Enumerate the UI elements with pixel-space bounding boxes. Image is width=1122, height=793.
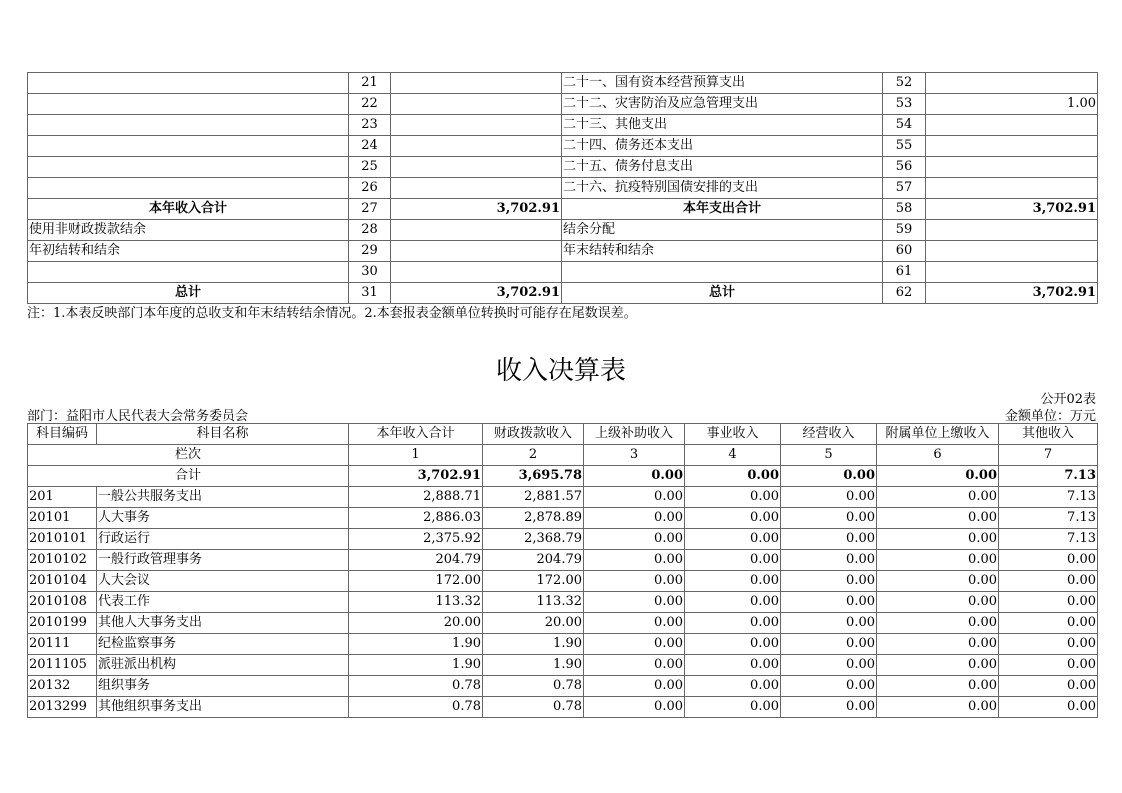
- amount-cell: 1.90: [349, 634, 483, 655]
- column-number: 7: [999, 445, 1098, 466]
- expense-amount: [926, 73, 1098, 94]
- amount-cell: 0.00: [781, 676, 877, 697]
- expense-row-number: 56: [883, 157, 926, 178]
- income-row-number: 22: [349, 94, 391, 115]
- amount-cell: 0.00: [685, 508, 781, 529]
- expense-item: 二十四、债务还本支出: [562, 136, 883, 157]
- amount-cell: 0.78: [349, 697, 483, 718]
- amount-cell: 0.00: [584, 697, 685, 718]
- income-amount: [391, 220, 562, 241]
- amount-cell: 0.00: [877, 592, 999, 613]
- subject-code: 2011105: [28, 655, 97, 676]
- income-item: [28, 178, 349, 199]
- amount-cell: 2,368.79: [483, 529, 584, 550]
- expense-amount: [926, 136, 1098, 157]
- income-amount: [391, 241, 562, 262]
- expense-row-number: 59: [883, 220, 926, 241]
- income-statement-table: [27, 423, 1098, 718]
- total-row: [28, 466, 1098, 487]
- table-row: [28, 676, 1098, 697]
- income-row-number: 23: [349, 115, 391, 136]
- table-note: 注：1.本表反映部门本年度的总收支和年末结转结余情况。2.本套报表金额单位转换时可能存在尾数误差。: [27, 306, 637, 321]
- amount-cell: 0.00: [781, 634, 877, 655]
- expense-amount: [926, 178, 1098, 199]
- header-cell: 事业收入: [685, 424, 781, 445]
- subject-code: 201: [28, 487, 97, 508]
- subject-code: 2010199: [28, 613, 97, 634]
- table-row: [28, 178, 1098, 199]
- expense-amount: 1.00: [926, 94, 1098, 115]
- amount-cell: 0.00: [999, 613, 1098, 634]
- subject-name: 纪检监察事务: [97, 634, 349, 655]
- income-amount: [391, 262, 562, 283]
- subject-name: 一般公共服务支出: [97, 487, 349, 508]
- income-amount: [391, 157, 562, 178]
- page-title: 收入决算表: [495, 356, 626, 386]
- column-number-label: 栏次: [28, 445, 349, 466]
- expense-item: 年末结转和结余: [562, 241, 883, 262]
- amount-cell: 0.00: [584, 571, 685, 592]
- amount-cell: 0.00: [781, 697, 877, 718]
- expense-item: 二十一、国有资本经营预算支出: [562, 73, 883, 94]
- amount-cell: 0.00: [781, 613, 877, 634]
- total-value: 7.13: [999, 466, 1098, 487]
- amount-cell: 113.32: [349, 592, 483, 613]
- subject-code: 2010108: [28, 592, 97, 613]
- income-item: 年初结转和结余: [28, 241, 349, 262]
- amount-cell: 0.00: [584, 508, 685, 529]
- expense-row-number: 52: [883, 73, 926, 94]
- subject-name: 其他组织事务支出: [97, 697, 349, 718]
- subject-name: 人大会议: [97, 571, 349, 592]
- amount-cell: 0.00: [999, 571, 1098, 592]
- amount-cell: 0.00: [781, 655, 877, 676]
- expense-item: 结余分配: [562, 220, 883, 241]
- expense-item: 二十六、抗疫特别国债安排的支出: [562, 178, 883, 199]
- total-value: 0.00: [877, 466, 999, 487]
- table-row: [28, 508, 1098, 529]
- amount-cell: 0.00: [685, 487, 781, 508]
- amount-cell: 0.00: [877, 655, 999, 676]
- amount-cell: 2,375.92: [349, 529, 483, 550]
- amount-cell: 0.00: [999, 655, 1098, 676]
- header-row: [28, 424, 1098, 445]
- total-value: 0.00: [781, 466, 877, 487]
- amount-cell: 0.00: [781, 508, 877, 529]
- amount-cell: 0.00: [584, 613, 685, 634]
- header-cell: 科目编码: [28, 424, 97, 445]
- amount-cell: 0.00: [685, 613, 781, 634]
- amount-cell: 0.00: [877, 487, 999, 508]
- income-amount: [391, 136, 562, 157]
- subject-name: 一般行政管理事务: [97, 550, 349, 571]
- income-item: 使用非财政拨款结余: [28, 220, 349, 241]
- amount-cell: 2,881.57: [483, 487, 584, 508]
- amount-cell: 0.78: [483, 697, 584, 718]
- header-cell: 科目名称: [97, 424, 349, 445]
- income-row-number: 25: [349, 157, 391, 178]
- subject-name: 其他人大事务支出: [97, 613, 349, 634]
- expense-row-number: 58: [883, 199, 926, 220]
- amount-cell: 7.13: [999, 487, 1098, 508]
- income-row-number: 24: [349, 136, 391, 157]
- amount-cell: 0.00: [877, 676, 999, 697]
- expense-item: 二十五、债务付息支出: [562, 157, 883, 178]
- income-amount: [391, 94, 562, 115]
- amount-cell: 0.00: [877, 634, 999, 655]
- income-item: [28, 136, 349, 157]
- amount-cell: 20.00: [483, 613, 584, 634]
- subject-name: 行政运行: [97, 529, 349, 550]
- column-number: 6: [877, 445, 999, 466]
- expense-amount: [926, 241, 1098, 262]
- total-value: 3,695.78: [483, 466, 584, 487]
- amount-cell: 0.00: [685, 655, 781, 676]
- expense-amount: 3,702.91: [926, 283, 1098, 304]
- income-item: [28, 115, 349, 136]
- income-expense-summary-table: [27, 72, 1098, 304]
- amount-cell: 0.00: [877, 613, 999, 634]
- expense-amount: [926, 157, 1098, 178]
- column-number-row: [28, 445, 1098, 466]
- income-amount: 3,702.91: [391, 283, 562, 304]
- expense-row-number: 62: [883, 283, 926, 304]
- expense-item: 本年支出合计: [562, 199, 883, 220]
- subject-code: 20132: [28, 676, 97, 697]
- amount-cell: 0.00: [877, 697, 999, 718]
- table-row: [28, 94, 1098, 115]
- amount-cell: 20.00: [349, 613, 483, 634]
- column-number: 4: [685, 445, 781, 466]
- amount-cell: 0.00: [584, 550, 685, 571]
- table-row: [28, 592, 1098, 613]
- expense-row-number: 53: [883, 94, 926, 115]
- amount-cell: 0.00: [584, 487, 685, 508]
- amount-unit-label: 金额单位：万元: [1004, 409, 1096, 424]
- amount-cell: 2,886.03: [349, 508, 483, 529]
- header-cell: 上级补助收入: [584, 424, 685, 445]
- table-row: [28, 199, 1098, 220]
- amount-cell: 0.00: [781, 529, 877, 550]
- amount-cell: 172.00: [349, 571, 483, 592]
- column-number: 1: [349, 445, 483, 466]
- table-code: 公开02表: [1040, 392, 1096, 407]
- table-row: [28, 262, 1098, 283]
- subject-code: 2010102: [28, 550, 97, 571]
- subject-name: 代表工作: [97, 592, 349, 613]
- subject-name: 派驻派出机构: [97, 655, 349, 676]
- subject-code: 2013299: [28, 697, 97, 718]
- amount-cell: 0.00: [584, 529, 685, 550]
- table-row: [28, 220, 1098, 241]
- amount-cell: 1.90: [483, 634, 584, 655]
- expense-amount: [926, 220, 1098, 241]
- income-item: 总计: [28, 283, 349, 304]
- header-cell: 本年收入合计: [349, 424, 483, 445]
- amount-cell: 0.00: [685, 550, 781, 571]
- amount-cell: 0.00: [781, 487, 877, 508]
- table-row: [28, 115, 1098, 136]
- expense-amount: 3,702.91: [926, 199, 1098, 220]
- amount-cell: 0.00: [999, 697, 1098, 718]
- subject-code: 2010101: [28, 529, 97, 550]
- header-cell: 附属单位上缴收入: [877, 424, 999, 445]
- income-row-number: 28: [349, 220, 391, 241]
- total-value: 3,702.91: [349, 466, 483, 487]
- income-amount: 3,702.91: [391, 199, 562, 220]
- expense-amount: [926, 115, 1098, 136]
- amount-cell: 0.00: [999, 676, 1098, 697]
- expense-item: 二十二、灾害防治及应急管理支出: [562, 94, 883, 115]
- amount-cell: 204.79: [483, 550, 584, 571]
- table-row: [28, 241, 1098, 262]
- income-amount: [391, 178, 562, 199]
- subject-name: 人大事务: [97, 508, 349, 529]
- subject-code: 2010104: [28, 571, 97, 592]
- table-row: [28, 136, 1098, 157]
- amount-cell: 0.00: [685, 697, 781, 718]
- amount-cell: 1.90: [483, 655, 584, 676]
- subject-code: 20111: [28, 634, 97, 655]
- expense-item: 二十三、其他支出: [562, 115, 883, 136]
- table-row: [28, 613, 1098, 634]
- column-number: 2: [483, 445, 584, 466]
- table-row: [28, 283, 1098, 304]
- income-item: [28, 94, 349, 115]
- amount-cell: 0.00: [685, 592, 781, 613]
- subject-name: 组织事务: [97, 676, 349, 697]
- amount-cell: 0.78: [349, 676, 483, 697]
- table-row: [28, 634, 1098, 655]
- amount-cell: 0.00: [685, 529, 781, 550]
- amount-cell: 204.79: [349, 550, 483, 571]
- income-row-number: 27: [349, 199, 391, 220]
- amount-cell: 0.00: [685, 634, 781, 655]
- amount-cell: 0.00: [685, 676, 781, 697]
- amount-cell: 0.00: [685, 571, 781, 592]
- amount-cell: 7.13: [999, 508, 1098, 529]
- amount-cell: 0.00: [999, 550, 1098, 571]
- amount-cell: 1.90: [349, 655, 483, 676]
- amount-cell: 0.00: [999, 634, 1098, 655]
- table-row: [28, 550, 1098, 571]
- total-label: 合计: [28, 466, 349, 487]
- amount-cell: 113.32: [483, 592, 584, 613]
- total-value: 0.00: [584, 466, 685, 487]
- column-number: 3: [584, 445, 685, 466]
- income-item: [28, 73, 349, 94]
- amount-cell: 0.00: [877, 508, 999, 529]
- amount-cell: 2,878.89: [483, 508, 584, 529]
- expense-item: 总计: [562, 283, 883, 304]
- amount-cell: 0.00: [877, 550, 999, 571]
- column-number: 5: [781, 445, 877, 466]
- income-row-number: 31: [349, 283, 391, 304]
- table-row: [28, 529, 1098, 550]
- amount-cell: 0.00: [584, 634, 685, 655]
- amount-cell: 7.13: [999, 529, 1098, 550]
- amount-cell: 0.00: [781, 571, 877, 592]
- table-row: [28, 157, 1098, 178]
- income-item: [28, 157, 349, 178]
- amount-cell: 2,888.71: [349, 487, 483, 508]
- expense-item: [562, 262, 883, 283]
- table-row: [28, 487, 1098, 508]
- total-value: 0.00: [685, 466, 781, 487]
- expense-row-number: 57: [883, 178, 926, 199]
- amount-cell: 0.00: [877, 529, 999, 550]
- table-row: [28, 655, 1098, 676]
- income-item: [28, 262, 349, 283]
- expense-row-number: 61: [883, 262, 926, 283]
- amount-cell: 0.78: [483, 676, 584, 697]
- amount-cell: 0.00: [877, 571, 999, 592]
- amount-cell: 0.00: [584, 655, 685, 676]
- header-cell: 经营收入: [781, 424, 877, 445]
- expense-row-number: 54: [883, 115, 926, 136]
- amount-cell: 172.00: [483, 571, 584, 592]
- income-row-number: 30: [349, 262, 391, 283]
- income-amount: [391, 115, 562, 136]
- subject-code: 20101: [28, 508, 97, 529]
- table-row: [28, 73, 1098, 94]
- department-label: 部门：益阳市人民代表大会常务委员会: [27, 409, 249, 424]
- table-row: [28, 571, 1098, 592]
- income-row-number: 29: [349, 241, 391, 262]
- income-row-number: 26: [349, 178, 391, 199]
- expense-row-number: 60: [883, 241, 926, 262]
- amount-cell: 0.00: [781, 550, 877, 571]
- header-cell: 其他收入: [999, 424, 1098, 445]
- expense-amount: [926, 262, 1098, 283]
- amount-cell: 0.00: [584, 592, 685, 613]
- income-row-number: 21: [349, 73, 391, 94]
- amount-cell: 0.00: [999, 592, 1098, 613]
- table-row: [28, 697, 1098, 718]
- amount-cell: 0.00: [584, 676, 685, 697]
- header-cell: 财政拨款收入: [483, 424, 584, 445]
- expense-row-number: 55: [883, 136, 926, 157]
- amount-cell: 0.00: [781, 592, 877, 613]
- income-item: 本年收入合计: [28, 199, 349, 220]
- income-amount: [391, 73, 562, 94]
